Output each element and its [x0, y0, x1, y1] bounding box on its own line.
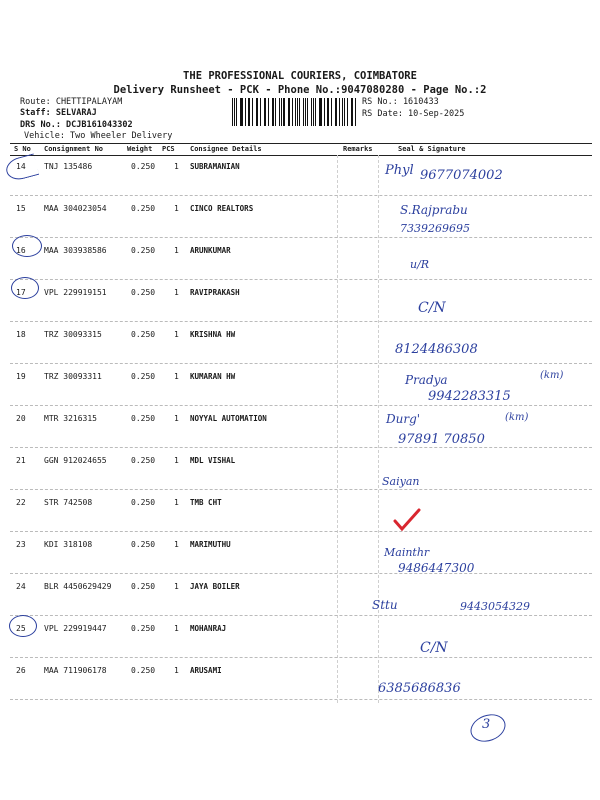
row-divider: [10, 279, 592, 280]
signature-18: 8124486308: [395, 342, 478, 357]
barcode-bar: [232, 98, 233, 126]
header-top-rule: [10, 143, 592, 144]
cell-consignment: MAA 304023054: [44, 204, 107, 213]
cell-consignment: STR 742508: [44, 498, 93, 507]
phone-19: 9942283315: [428, 389, 511, 404]
cell-pcs: 1: [174, 330, 179, 339]
barcode: [232, 98, 358, 126]
note-19: (km): [540, 370, 564, 381]
signature-26: 6385686836: [378, 681, 461, 696]
cell-weight: 0.250: [131, 666, 156, 675]
note-20: (km): [505, 412, 529, 423]
cell-sno: 19: [16, 372, 26, 381]
cell-weight: 0.250: [131, 624, 156, 633]
cell-consignee: ARUSAMI: [190, 666, 222, 675]
red-tick-mark: [392, 508, 422, 532]
table-row: [0, 239, 600, 281]
barcode-bar: [260, 98, 261, 126]
cell-consignee: MARIMUTHU: [190, 540, 231, 549]
cell-sno: 15: [16, 204, 26, 213]
barcode-bar: [352, 98, 353, 126]
cell-pcs: 1: [174, 666, 179, 675]
page-mark: 3: [482, 717, 491, 732]
cell-sno: 21: [16, 456, 26, 465]
cell-consignment: GGN 912024655: [44, 456, 107, 465]
phone-14: 9677074002: [420, 168, 503, 183]
row-divider: [10, 573, 592, 574]
row-divider: [10, 447, 592, 448]
signature-20: Durg': [386, 412, 421, 426]
phone-23: 9486447300: [398, 561, 475, 575]
rs-number: RS No.: 1610433: [362, 97, 439, 107]
cell-consignee: RAVIPRAKASH: [190, 288, 240, 297]
staff-label: Staff: SELVARAJ: [20, 108, 97, 118]
cell-weight: 0.250: [131, 498, 156, 507]
barcode-bar: [328, 98, 329, 126]
cell-consignee: KUMARAN HW: [190, 372, 236, 381]
table-row: [0, 491, 600, 533]
cell-weight: 0.250: [131, 162, 156, 171]
signature-24: Sttu: [372, 598, 398, 612]
barcode-bar: [344, 98, 345, 126]
cell-pcs: 1: [174, 498, 179, 507]
sno-circle-16: [12, 235, 42, 257]
barcode-bar: [315, 98, 316, 126]
signature-17: C/N: [418, 300, 446, 316]
table-row: [0, 197, 600, 239]
barcode-bar: [303, 98, 304, 126]
cell-weight: 0.250: [131, 414, 156, 423]
cell-sno: 17: [16, 288, 26, 297]
row-divider: [10, 489, 592, 490]
drs-label: DRS No.: DCJB161043302: [20, 120, 133, 130]
cell-consignee: SUBRAMANIAN: [190, 162, 240, 171]
signature-16: u/R: [410, 258, 430, 271]
row-divider: [10, 237, 592, 238]
cell-consignee: CINCO REALTORS: [190, 204, 254, 213]
cell-weight: 0.250: [131, 204, 156, 213]
barcode-bar: [320, 98, 321, 126]
row-divider: [10, 699, 592, 700]
table-row: [0, 155, 600, 197]
table-row: [0, 323, 600, 365]
barcode-bar: [299, 98, 300, 126]
signature-19: Pradya: [405, 373, 448, 387]
row-divider: [10, 363, 592, 364]
cell-consignee: ARUNKUMAR: [190, 246, 231, 255]
signature-14: Phyl: [385, 163, 414, 178]
row-divider: [10, 405, 592, 406]
barcode-bar: [240, 98, 241, 126]
cell-sno: 16: [16, 246, 26, 255]
company-title: THE PROFESSIONAL COURIERS, COIMBATORE: [183, 70, 417, 82]
runsheet-title: Delivery Runsheet - PCK - Phone No.:9047080280 - Page No.:2: [113, 84, 487, 96]
barcode-bar: [241, 98, 242, 126]
col-remarks: Remarks: [343, 145, 373, 153]
barcode-bar: [256, 98, 257, 126]
phone-15: 7339269695: [400, 222, 470, 235]
row-divider: [10, 657, 592, 658]
col-weight: Weight: [127, 145, 153, 153]
table-row: [0, 449, 600, 491]
vehicle-label: Vehicle: Two Wheeler Delivery: [24, 131, 173, 141]
cell-consignment: MTR 3216315: [44, 414, 97, 423]
cell-weight: 0.250: [131, 246, 156, 255]
cell-consignment: VPL 229919447: [44, 624, 107, 633]
cell-pcs: 1: [174, 582, 179, 591]
cell-sno: 23: [16, 540, 26, 549]
cell-consignment: KDI 318108: [44, 540, 93, 549]
cell-weight: 0.250: [131, 540, 156, 549]
row-divider: [10, 321, 592, 322]
barcode-bar: [283, 98, 284, 126]
sno-circle-17: [11, 277, 39, 299]
col-pcs: PCS: [162, 145, 175, 153]
cell-consignee: JAYA BOILER: [190, 582, 240, 591]
cell-pcs: 1: [174, 246, 179, 255]
cell-consignment: VPL 229919151: [44, 288, 107, 297]
sno-circle-25: [9, 615, 37, 637]
phone-20: 97891 70850: [398, 432, 485, 447]
route-label: Route: CHETTIPALAYAM: [20, 97, 123, 107]
barcode-bar: [342, 98, 343, 126]
cell-consignee: MOHANRAJ: [190, 624, 227, 633]
cell-consignee: TMB CHT: [190, 498, 222, 507]
cell-sno: 20: [16, 414, 26, 423]
table-row: [0, 533, 600, 575]
barcode-bar: [279, 98, 280, 126]
cell-sno: 24: [16, 582, 26, 591]
barcode-bar: [268, 98, 269, 126]
row-divider: [10, 195, 592, 196]
cell-consignee: MDL VISHAL: [190, 456, 236, 465]
cell-sno: 25: [16, 624, 26, 633]
cell-weight: 0.250: [131, 582, 156, 591]
cell-consignment: TNJ 135486: [44, 162, 93, 171]
cell-weight: 0.250: [131, 330, 156, 339]
table-row: [0, 617, 600, 659]
rs-date: RS Date: 10-Sep-2025: [362, 109, 465, 119]
table-row: [0, 281, 600, 323]
barcode-bar: [252, 98, 253, 126]
cell-sno: 22: [16, 498, 26, 507]
cell-sno: 18: [16, 330, 26, 339]
cell-pcs: 1: [174, 414, 179, 423]
barcode-bar: [275, 98, 276, 126]
cell-pcs: 1: [174, 540, 179, 549]
cell-sno: 26: [16, 666, 26, 675]
col-seal-signature: Seal & Signature: [398, 145, 466, 153]
cell-pcs: 1: [174, 624, 179, 633]
cell-consignment: MAA 711906178: [44, 666, 107, 675]
barcode-bar: [289, 98, 290, 126]
cell-weight: 0.250: [131, 288, 156, 297]
cell-consignment: TRZ 30093311: [44, 372, 102, 381]
barcode-bar: [335, 98, 336, 126]
table-row: [0, 659, 600, 701]
signature-25: C/N: [420, 640, 448, 656]
row-divider: [10, 615, 592, 616]
cell-consignee: KRISHNA HW: [190, 330, 236, 339]
barcode-bar: [307, 98, 308, 126]
cell-sno: 14: [16, 162, 26, 171]
cell-pcs: 1: [174, 204, 179, 213]
signature-15: S.Rajprabu: [400, 203, 468, 217]
signature-21: Saiyan: [382, 475, 420, 488]
row-divider: [10, 531, 592, 532]
cell-pcs: 1: [174, 456, 179, 465]
cell-pcs: 1: [174, 288, 179, 297]
col-consignment: Consignment No: [44, 145, 104, 153]
cell-consignee: NOYYAL AUTOMATION: [190, 414, 267, 423]
col-consignee: Consignee Details: [190, 145, 262, 153]
cell-consignment: TRZ 30093315: [44, 330, 102, 339]
col-sno: S No: [14, 145, 31, 153]
cell-pcs: 1: [174, 372, 179, 381]
phone-24: 9443054329: [460, 600, 530, 613]
cell-weight: 0.250: [131, 372, 156, 381]
cell-weight: 0.250: [131, 456, 156, 465]
cell-pcs: 1: [174, 162, 179, 171]
signature-23: Mainthr: [384, 546, 430, 559]
cell-consignment: MAA 303938586: [44, 246, 107, 255]
cell-consignment: BLR 4450629429: [44, 582, 112, 591]
